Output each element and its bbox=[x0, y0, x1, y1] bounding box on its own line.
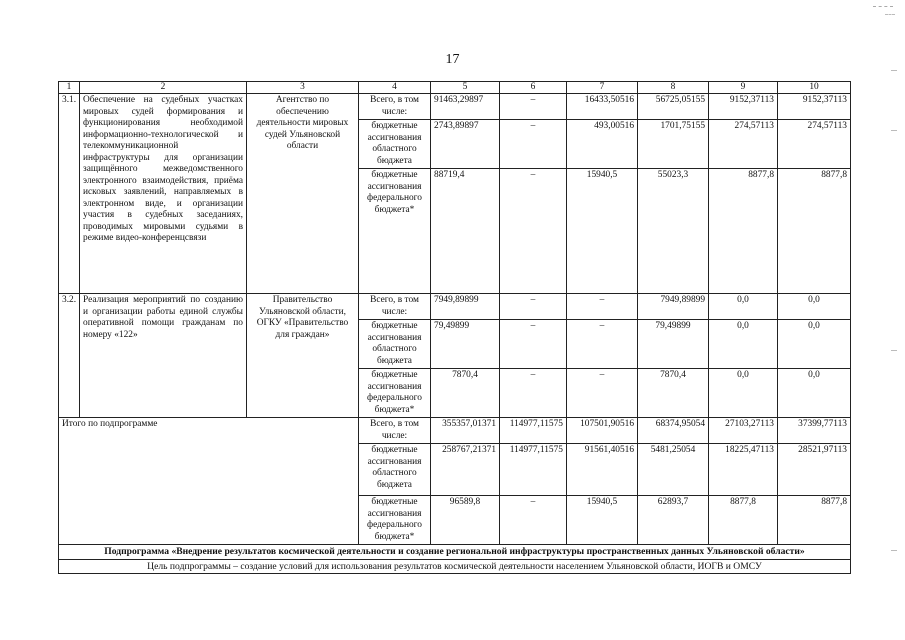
cell-value: 114977,11575 bbox=[500, 444, 567, 496]
cell-value: 37399,77113 bbox=[778, 418, 851, 444]
funding-source: бюджетные ассигнования федерального бюджета* bbox=[359, 169, 431, 294]
cell-value: 0,0 bbox=[709, 369, 778, 418]
scan-mark bbox=[891, 130, 897, 131]
cell-value: – bbox=[500, 294, 567, 320]
cell-value: 0,0 bbox=[709, 294, 778, 320]
cell-value: 355357,01371 bbox=[431, 418, 500, 444]
cell-value: 7949,89899 bbox=[431, 294, 500, 320]
col-header: 1 bbox=[59, 82, 80, 94]
funding-source: Всего, в том числе: bbox=[359, 94, 431, 120]
cell-value: 79,49899 bbox=[638, 320, 709, 369]
cell-value: 2743,89897 bbox=[431, 120, 500, 169]
scan-mark bbox=[891, 70, 897, 71]
cell-value: 5481,25054 bbox=[638, 444, 709, 496]
cell-value: 7949,89899 bbox=[638, 294, 709, 320]
item-number: 3.2. bbox=[59, 294, 80, 418]
cell-value: 16433,50516 bbox=[567, 94, 638, 120]
page-number: 17 bbox=[445, 52, 460, 67]
col-header: 5 bbox=[431, 82, 500, 94]
col-header: 2 bbox=[80, 82, 247, 94]
cell-value: 0,0 bbox=[778, 294, 851, 320]
subprogram-goal-row bbox=[59, 559, 851, 574]
col-header: 7 bbox=[567, 82, 638, 94]
cell-value: 27103,27113 bbox=[709, 418, 778, 444]
cell-value: 274,57113 bbox=[709, 120, 778, 169]
cell-value: – bbox=[500, 169, 567, 294]
cell-value: 0,0 bbox=[778, 369, 851, 418]
col-header: 4 bbox=[359, 82, 431, 94]
cell-value: 114977,11575 bbox=[500, 418, 567, 444]
funding-source: бюджетные ассигнования областного бюджета bbox=[359, 320, 431, 369]
cell-value: 62893,7 bbox=[638, 496, 709, 545]
cell-value: 91561,40516 bbox=[567, 444, 638, 496]
table-row bbox=[59, 294, 851, 320]
subprogram-title: Подпрограмма «Внедрение результатов космической деятельности и создание региональной инфраструктуры пространственных данных Ульяновской области» bbox=[59, 545, 851, 560]
funding-source: Всего, в том числе: bbox=[359, 418, 431, 444]
col-header: 3 bbox=[247, 82, 359, 94]
scan-mark bbox=[873, 6, 893, 7]
scan-mark bbox=[885, 14, 895, 15]
cell-value: 107501,90516 bbox=[567, 418, 638, 444]
cell-value: 79,49899 bbox=[431, 320, 500, 369]
cell-value: 96589,8 bbox=[431, 496, 500, 545]
funding-source: бюджетные ассигнования федерального бюджета* bbox=[359, 369, 431, 418]
cell-value: 56725,05155 bbox=[638, 94, 709, 120]
budget-table bbox=[58, 81, 851, 574]
cell-value: – bbox=[500, 369, 567, 418]
cell-value: – bbox=[567, 294, 638, 320]
cell-value: – bbox=[567, 369, 638, 418]
cell-value: – bbox=[500, 496, 567, 545]
executor: Агентство по обеспечению деятельности мировых судей Ульяновской области bbox=[247, 94, 359, 294]
cell-value: – bbox=[500, 94, 567, 120]
table-row bbox=[59, 94, 851, 120]
table-row bbox=[59, 418, 851, 444]
measure-name: Реализация мероприятий по созданию и организации работы единой службы оперативной помощи гражданам по номеру «122» bbox=[80, 294, 247, 418]
cell-value: 9152,37113 bbox=[778, 94, 851, 120]
cell-value: 8877,8 bbox=[709, 169, 778, 294]
col-header: 9 bbox=[709, 82, 778, 94]
scan-mark bbox=[891, 350, 897, 351]
cell-value: – bbox=[567, 320, 638, 369]
executor: Правительство Ульяновской области, ОГКУ «Правительство для граждан» bbox=[247, 294, 359, 418]
col-header: 6 bbox=[500, 82, 567, 94]
funding-source: Всего, в том числе: bbox=[359, 294, 431, 320]
cell-value: 8877,8 bbox=[709, 496, 778, 545]
cell-value: 0,0 bbox=[778, 320, 851, 369]
funding-source: бюджетные ассигнования областного бюджета bbox=[359, 120, 431, 169]
total-label: Итого по подпрограмме bbox=[59, 418, 359, 545]
cell-value: 8877,8 bbox=[778, 169, 851, 294]
header-row bbox=[59, 82, 851, 94]
cell-value: 258767,21371 bbox=[431, 444, 500, 496]
cell-value: 88719,4 bbox=[431, 169, 500, 294]
cell-value: 493,00516 bbox=[567, 120, 638, 169]
cell-value: 274,57113 bbox=[778, 120, 851, 169]
cell-value: 9152,37113 bbox=[709, 94, 778, 120]
cell-value: 8877,8 bbox=[778, 496, 851, 545]
subprogram-title-row bbox=[59, 545, 851, 560]
cell-value: 91463,29897 bbox=[431, 94, 500, 120]
cell-value: 18225,47113 bbox=[709, 444, 778, 496]
cell-value: 7870,4 bbox=[431, 369, 500, 418]
funding-source: бюджетные ассигнования федерального бюджета* bbox=[359, 496, 431, 545]
subprogram-goal: Цель подпрограммы – создание условий для использования результатов космической деятельности населением Ульяновской области, ИОГВ и ОМСУ bbox=[59, 559, 851, 574]
funding-source: бюджетные ассигнования областного бюджета bbox=[359, 444, 431, 496]
cell-value: – bbox=[500, 320, 567, 369]
cell-value: 15940,5 bbox=[567, 496, 638, 545]
item-number: 3.1. bbox=[59, 94, 80, 294]
cell-value: 15940,5 bbox=[567, 169, 638, 294]
cell-value: 55023,3 bbox=[638, 169, 709, 294]
col-header: 10 bbox=[778, 82, 851, 94]
cell-value: – bbox=[500, 120, 567, 169]
cell-value: 68374,95054 bbox=[638, 418, 709, 444]
cell-value: 7870,4 bbox=[638, 369, 709, 418]
col-header: 8 bbox=[638, 82, 709, 94]
scan-mark bbox=[891, 550, 897, 551]
cell-value: 0,0 bbox=[709, 320, 778, 369]
measure-name: Обеспечение на судебных участках мировых судей формирования и функционирования необходимой информационно-технологической и телекоммуникационной инфраструктуры для организации защищённого межведомственного электронного взаимодействия, приёма исковых заявлений, направляемых в электронном виде, и организации участия в судебных заседаниях, проводимых мировыми судьями в режиме видео-конференцсвязи bbox=[80, 94, 247, 294]
cell-value: 1701,75155 bbox=[638, 120, 709, 169]
cell-value: 28521,97113 bbox=[778, 444, 851, 496]
